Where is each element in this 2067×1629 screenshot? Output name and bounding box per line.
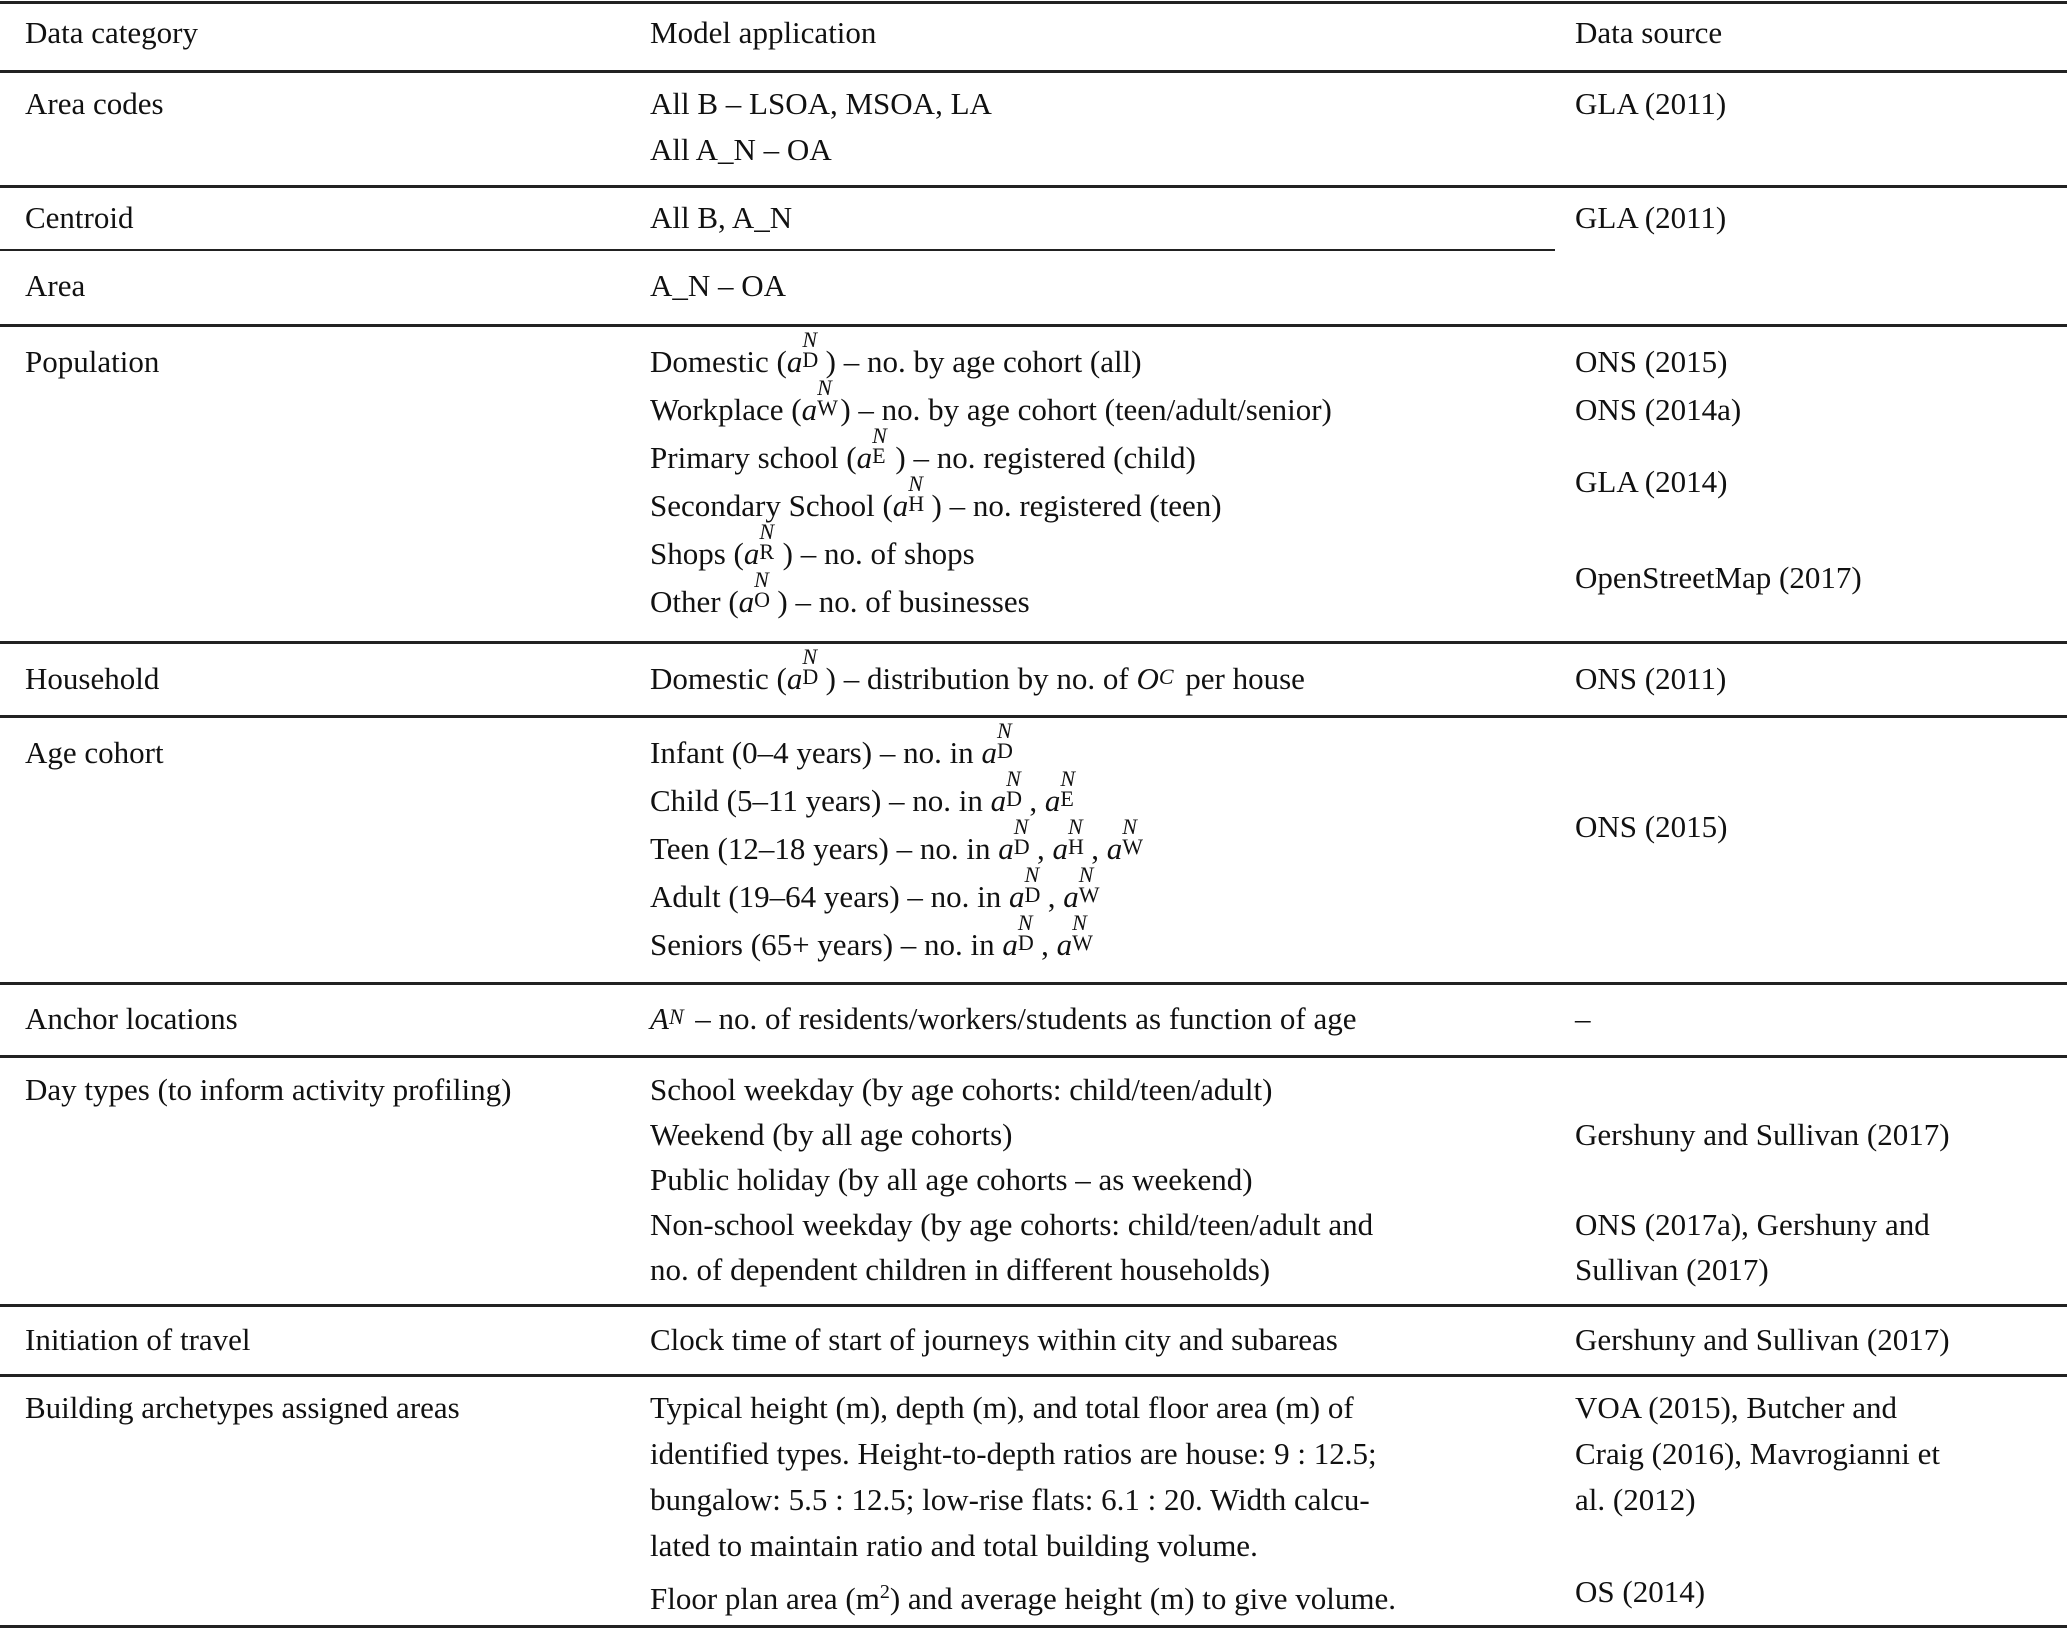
text: Adult (19–64 years) – no. in — [650, 879, 1010, 914]
header-data-source: Data source — [1575, 15, 1723, 50]
math-sub: W — [817, 394, 838, 420]
building-app-line-2: identified types. Height-to-depth ratios are house: 9 : 12.5; — [650, 1436, 1377, 1471]
building-app-last-post: ) and average height (m) to give volume. — [889, 1581, 1397, 1616]
math-supsub — [1122, 813, 1145, 859]
header-data-category: Data category — [25, 15, 198, 50]
table-top-rule — [0, 1, 2067, 4]
math-sup: N — [1024, 861, 1040, 887]
math-supsub — [1067, 813, 1091, 859]
population-app-line — [650, 374, 1332, 432]
row-rule — [0, 1374, 2067, 1377]
math-var: a — [786, 344, 803, 379]
math-sup: N — [759, 518, 775, 544]
building-source-line-1: VOA (2015), Butcher and — [1575, 1390, 1897, 1425]
math-sub: D — [1006, 785, 1023, 811]
building-app-last-sup: 2 — [879, 1581, 890, 1603]
row-anchor-application — [650, 997, 1356, 1041]
row-area-category: Area — [25, 268, 86, 303]
math-var: a — [801, 392, 818, 427]
math-var: a — [998, 831, 1014, 866]
math-supsub — [817, 374, 840, 420]
household-app-supsub — [802, 643, 825, 689]
text: Seniors (65+ years) – no. in — [650, 927, 1003, 962]
row-area-codes-category: Area codes — [25, 86, 164, 121]
row-day-types-category: Day types (to inform activity profiling) — [25, 1072, 512, 1107]
row-centroid-source: GLA (2011) — [1575, 200, 1727, 235]
row-initiation-application: Clock time of start of journeys within city and subareas — [650, 1322, 1338, 1357]
math-sub: D — [1017, 929, 1034, 955]
household-app-var2: O — [1136, 661, 1159, 696]
separator: , — [1047, 879, 1064, 914]
row-initiation-source: Gershuny and Sullivan (2017) — [1575, 1322, 1950, 1357]
household-app-mid: ) – distribution by no. of — [825, 661, 1137, 696]
text: ) – no. by age cohort (all) — [825, 344, 1142, 379]
row-rule — [0, 1055, 2067, 1058]
math-sup: N — [1067, 813, 1083, 839]
separator: , — [1091, 831, 1107, 866]
math-var: a — [743, 536, 760, 571]
header-model-application: Model application — [650, 15, 877, 50]
math-var: a — [738, 584, 755, 619]
math-sup: N — [817, 374, 832, 400]
math-sup: N — [802, 326, 818, 352]
row-household-category: Household — [25, 661, 160, 696]
row-age-cohort-source: ONS (2015) — [1575, 809, 1728, 844]
text: Secondary School ( — [650, 488, 893, 523]
population-app-line — [650, 518, 975, 576]
math-var: a — [892, 488, 909, 523]
household-app-sub2: C — [1158, 663, 1174, 689]
math-supsub — [1072, 909, 1095, 955]
population-source-2: ONS (2014a) — [1575, 392, 1742, 427]
math-var: a — [1002, 927, 1018, 962]
text: Other ( — [650, 584, 739, 619]
building-source-os: OS (2014) — [1575, 1574, 1706, 1609]
math-supsub — [1013, 813, 1037, 859]
row-rule-partial — [0, 249, 1555, 251]
math-sub: O — [754, 586, 771, 612]
row-building-category: Building archetypes assigned areas — [25, 1390, 460, 1425]
math-supsub — [996, 717, 1020, 763]
anchor-app-sub: N — [668, 1003, 684, 1029]
math-supsub — [1006, 765, 1029, 811]
math-supsub — [1078, 861, 1102, 907]
building-app-last-pre: Floor plan area (m — [650, 1581, 880, 1616]
math-supsub — [1024, 861, 1048, 907]
population-source-3: GLA (2014) — [1575, 464, 1728, 499]
row-centroid-application: All B, A_N — [650, 200, 793, 235]
separator: , — [1029, 783, 1045, 818]
row-rule — [0, 324, 2067, 327]
math-supsub — [908, 470, 931, 516]
row-rule — [0, 641, 2067, 644]
population-source-4: OpenStreetMap (2017) — [1575, 560, 1862, 595]
separator: , — [1041, 927, 1057, 962]
row-rule — [0, 1304, 2067, 1307]
math-var: a — [1044, 783, 1061, 818]
row-household-source: ONS (2011) — [1575, 661, 1727, 696]
anchor-app-var: A — [650, 1001, 669, 1036]
row-household-application — [650, 643, 1305, 701]
math-sub: H — [1067, 833, 1084, 859]
building-source-line-2: Craig (2016), Mavrogianni et — [1575, 1436, 1941, 1471]
household-app-var: a — [786, 661, 803, 696]
math-sup: N — [1078, 861, 1094, 887]
math-sup: N — [754, 566, 769, 592]
population-app-line — [650, 470, 1222, 528]
text: ) – no. registered (child) — [895, 440, 1196, 475]
math-sub: D — [996, 737, 1013, 763]
math-sub: W — [1122, 833, 1143, 859]
math-var: a — [981, 735, 997, 770]
separator: , — [1036, 831, 1053, 866]
text: Child (5–11 years) – no. in — [650, 783, 991, 818]
household-app-sup: N — [802, 643, 818, 669]
anchor-app-post: – no. of residents/workers/students as function of age — [687, 1001, 1357, 1036]
math-var: a — [1063, 879, 1079, 914]
area-codes-app-line-2: All A_N – OA — [650, 132, 832, 167]
math-sub: D — [1024, 881, 1041, 907]
day-types-source-1: Gershuny and Sullivan (2017) — [1575, 1117, 1950, 1152]
building-app-line-1: Typical height (m), depth (m), and total floor area (m) of — [650, 1390, 1354, 1425]
day-types-source-3: Sullivan (2017) — [1575, 1252, 1769, 1287]
day-types-app-line-1: School weekday (by age cohorts: child/teen/adult) — [650, 1072, 1273, 1107]
math-sub: E — [1060, 785, 1074, 811]
row-centroid-category: Centroid — [25, 200, 134, 235]
math-supsub — [759, 518, 782, 564]
math-supsub — [1017, 909, 1041, 955]
math-sup: N — [996, 717, 1012, 743]
household-app-pre: Domestic ( — [650, 661, 787, 696]
header-rule — [0, 70, 2067, 73]
text: Workplace ( — [650, 392, 802, 427]
day-types-source-2: ONS (2017a), Gershuny and — [1575, 1207, 1930, 1242]
text: Infant (0–4 years) – no. in — [650, 735, 982, 770]
math-supsub — [754, 566, 777, 612]
text: ) – no. by age cohort (teen/adult/senior) — [840, 392, 1332, 427]
row-area-application: A_N – OA — [650, 268, 787, 303]
text: Domestic ( — [650, 344, 787, 379]
math-var: a — [1056, 927, 1073, 962]
row-population-category: Population — [25, 344, 160, 379]
math-sup: N — [1006, 765, 1021, 791]
math-sup: N — [1072, 909, 1087, 935]
math-sup: N — [872, 422, 887, 448]
day-types-app-line-4: Non-school weekday (by age cohorts: child/teen/adult and — [650, 1207, 1374, 1242]
math-var: a — [856, 440, 873, 475]
row-age-cohort-category: Age cohort — [25, 735, 164, 770]
text: Teen (12–18 years) – no. in — [650, 831, 999, 866]
math-sub: D — [802, 346, 819, 372]
household-app-sub2-wrap — [1159, 658, 1178, 689]
text: ) – no. of businesses — [777, 584, 1030, 619]
math-sup: N — [1017, 909, 1033, 935]
math-sub: D — [1013, 833, 1030, 859]
text: ) – no. of shops — [782, 536, 975, 571]
math-sub: E — [872, 442, 886, 468]
text: ) – no. registered (teen) — [931, 488, 1222, 523]
population-source-1: ONS (2015) — [1575, 344, 1728, 379]
math-sup: N — [1013, 813, 1029, 839]
text: Shops ( — [650, 536, 744, 571]
math-sup: N — [908, 470, 923, 496]
math-sub: R — [759, 538, 775, 564]
building-app-line-3: bungalow: 5.5 : 12.5; low-rise flats: 6.1 : 20. Width calcu- — [650, 1482, 1370, 1517]
population-app-line — [650, 566, 1030, 624]
row-rule — [0, 185, 2067, 188]
age-cohort-app-line — [650, 861, 1102, 919]
math-var: a — [1106, 831, 1123, 866]
building-app-line-last — [650, 1570, 1396, 1621]
math-var: a — [990, 783, 1007, 818]
household-app-post: per house — [1177, 661, 1305, 696]
row-area-codes-source: GLA (2011) — [1575, 86, 1727, 121]
area-codes-app-line-1: All B – LSOA, MSOA, LA — [650, 86, 992, 121]
age-cohort-app-line — [650, 909, 1095, 967]
day-types-app-line-5: no. of dependent children in different households) — [650, 1252, 1271, 1287]
row-age-cohort-application — [650, 717, 1550, 971]
row-initiation-category: Initiation of travel — [25, 1322, 251, 1357]
math-sub: W — [1078, 881, 1100, 907]
day-types-app-line-3: Public holiday (by all age cohorts – as weekend) — [650, 1162, 1253, 1197]
math-supsub — [1060, 765, 1083, 811]
row-rule — [0, 715, 2067, 718]
age-cohort-app-line — [650, 717, 1020, 775]
table-bottom-rule — [0, 1625, 2067, 1628]
math-sup: N — [1060, 765, 1076, 791]
row-rule — [0, 982, 2067, 985]
text: Primary school ( — [650, 440, 857, 475]
population-app-line — [650, 326, 1142, 384]
building-app-line-4: lated to maintain ratio and total building volume. — [650, 1528, 1258, 1563]
day-types-app-line-2: Weekend (by all age cohorts) — [650, 1117, 1013, 1152]
math-var: a — [1052, 831, 1068, 866]
math-var: a — [1009, 879, 1025, 914]
math-supsub — [872, 422, 895, 468]
age-cohort-app-line — [650, 813, 1145, 871]
row-anchor-source: – — [1575, 1001, 1591, 1036]
row-population-application — [650, 326, 1550, 630]
math-sub: W — [1072, 929, 1093, 955]
anchor-app-sub-wrap — [669, 998, 688, 1029]
math-supsub — [802, 326, 825, 372]
building-source-line-3: al. (2012) — [1575, 1482, 1696, 1517]
row-anchor-category: Anchor locations — [25, 1001, 238, 1036]
math-sub: H — [908, 490, 925, 516]
math-sup: N — [1122, 813, 1137, 839]
household-app-sub: D — [802, 663, 819, 689]
